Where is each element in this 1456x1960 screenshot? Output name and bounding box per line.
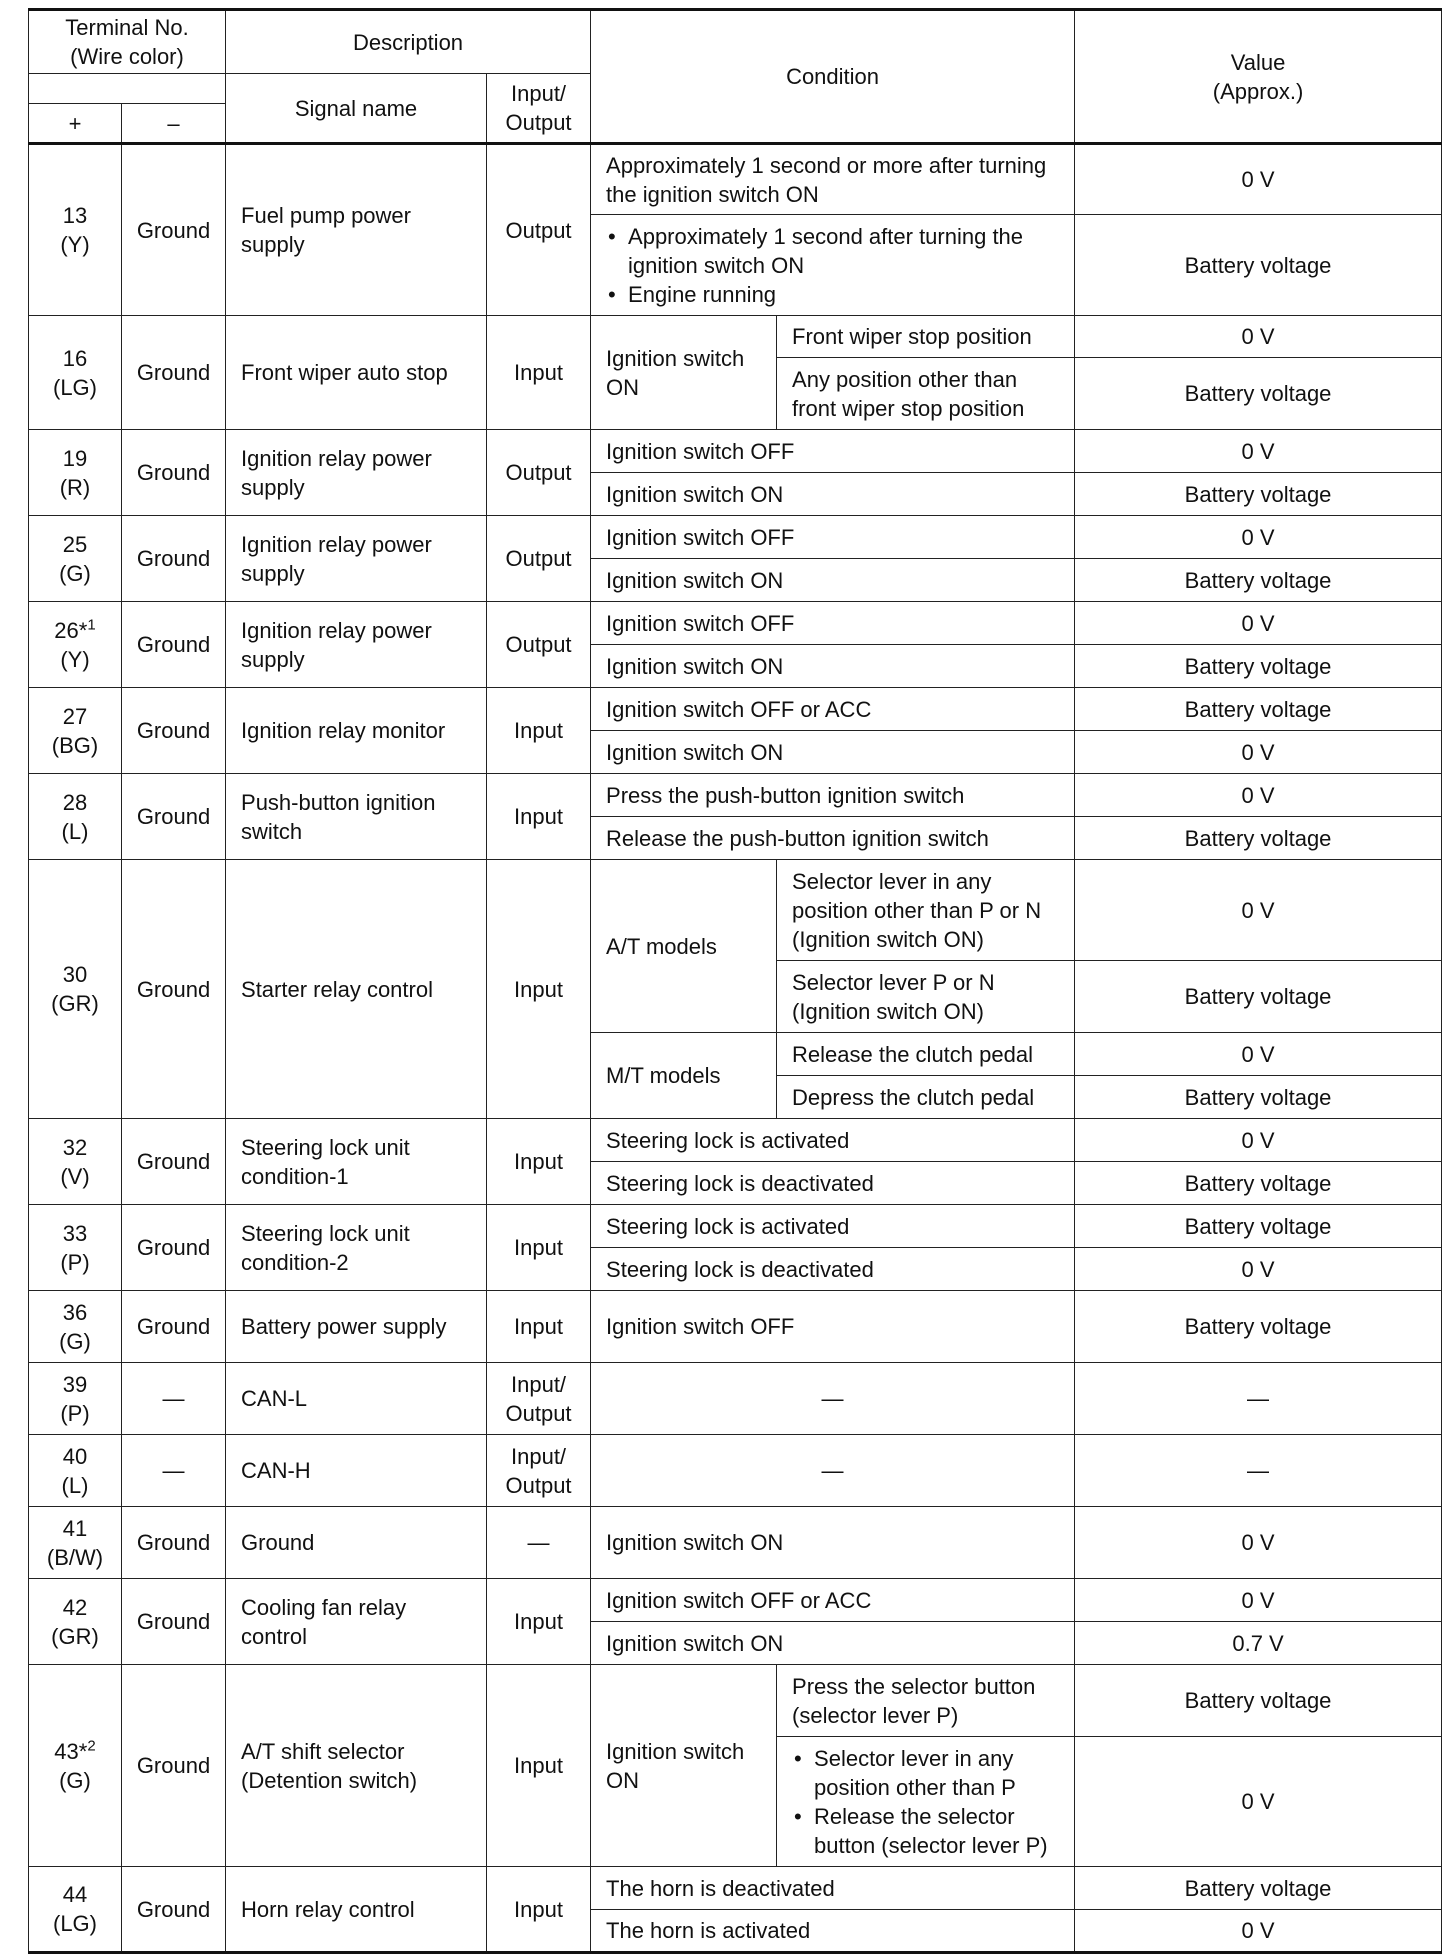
- negative-terminal: —: [122, 1363, 226, 1435]
- wire-color: (G): [59, 1328, 91, 1354]
- wire-color: (Y): [60, 646, 90, 672]
- condition: [777, 1737, 1075, 1867]
- terminal-cell: [29, 774, 122, 860]
- condition: Ignition switch ON: [591, 559, 1075, 602]
- value: 0 V: [1075, 1910, 1442, 1953]
- value: Battery voltage: [1075, 817, 1442, 860]
- signal-name: Battery power supply: [226, 1291, 487, 1363]
- condition: Press the push-button ignition switch: [591, 774, 1075, 817]
- negative-terminal: Ground: [122, 1507, 226, 1579]
- terminal-cell: [29, 1119, 122, 1205]
- condition: Ignition switch OFF or ACC: [591, 688, 1075, 731]
- value: 0.7 V: [1075, 1622, 1442, 1665]
- header-terminal-spacer: [29, 74, 226, 104]
- terminal-cell: [29, 602, 122, 688]
- terminal-number: 44: [62, 1882, 88, 1907]
- signal-name: CAN-H: [226, 1435, 487, 1507]
- io-direction: Input: [487, 1665, 591, 1867]
- value: Battery voltage: [1075, 559, 1442, 602]
- table-row: [29, 516, 1442, 559]
- terminal-cell: [29, 1867, 122, 1953]
- signal-name: Steering lock unit condition-2: [226, 1205, 487, 1291]
- condition-bullet: • Release the selector button (selector lever P): [792, 1802, 1059, 1860]
- io-direction: Input/ Output: [487, 1435, 591, 1507]
- header-wire-color-text: (Wire color): [70, 44, 184, 69]
- condition-bullet-list: [606, 222, 1059, 309]
- terminal-number: 13: [62, 203, 88, 228]
- table-row: [29, 430, 1442, 473]
- condition-group: A/T models: [591, 860, 777, 1033]
- header-input-output: Input/ Output: [487, 74, 591, 144]
- condition: Steering lock is activated: [591, 1119, 1075, 1162]
- negative-terminal: Ground: [122, 1205, 226, 1291]
- wire-color: (P): [60, 1400, 90, 1426]
- table-row: [29, 316, 1442, 358]
- terminal-cell: [29, 1579, 122, 1665]
- value: 0 V: [1075, 602, 1442, 645]
- value: Battery voltage: [1075, 1162, 1442, 1205]
- value: 0 V: [1075, 1507, 1442, 1579]
- header-signal-name: Signal name: [226, 74, 487, 144]
- value: 0 V: [1075, 316, 1442, 358]
- header-value: [1075, 10, 1442, 144]
- condition-bullet: • Approximately 1 second after turning the ignition switch ON: [606, 222, 1059, 280]
- signal-name: Push-button ignition switch: [226, 774, 487, 860]
- signal-name: Front wiper auto stop: [226, 316, 487, 430]
- table-row: [29, 1665, 1442, 1737]
- value: Battery voltage: [1075, 961, 1442, 1033]
- wire-color: (L): [61, 818, 89, 844]
- terminal-table-container: [28, 8, 1441, 1954]
- terminal-number: 43*: [54, 1738, 88, 1764]
- terminal-cell: [29, 1363, 122, 1435]
- signal-name: Steering lock unit condition-1: [226, 1119, 487, 1205]
- terminal-cell: [29, 316, 122, 430]
- wire-color: (GR): [51, 991, 99, 1016]
- terminal-cell: [29, 1205, 122, 1291]
- table-row: [29, 1435, 1442, 1507]
- negative-terminal: Ground: [122, 1867, 226, 1953]
- condition: Steering lock is deactivated: [591, 1248, 1075, 1291]
- negative-terminal: Ground: [122, 688, 226, 774]
- wire-color: (BG): [51, 732, 99, 758]
- condition: Approximately 1 second or more after turning the ignition switch ON: [591, 144, 1075, 215]
- condition: Selector lever P or N (Ignition switch ON): [777, 961, 1075, 1033]
- terminal-number: 27: [62, 703, 88, 729]
- condition: Ignition switch ON: [591, 1622, 1075, 1665]
- table-row: [29, 1363, 1442, 1435]
- condition: Ignition switch OFF: [591, 430, 1075, 473]
- signal-name: A/T shift selector (Detention switch): [226, 1665, 487, 1867]
- value: 0 V: [1075, 1248, 1442, 1291]
- wire-color: (LG): [53, 1911, 97, 1936]
- io-direction: Input: [487, 1119, 591, 1205]
- signal-name: Horn relay control: [226, 1867, 487, 1953]
- table-row: [29, 774, 1442, 817]
- condition: Ignition switch OFF: [591, 516, 1075, 559]
- negative-terminal: —: [122, 1435, 226, 1507]
- io-direction: Input/ Output: [487, 1363, 591, 1435]
- negative-terminal: Ground: [122, 316, 226, 430]
- negative-terminal: Ground: [122, 430, 226, 516]
- terminal-cell: [29, 516, 122, 602]
- wire-color: (Y): [60, 232, 90, 257]
- negative-terminal: Ground: [122, 860, 226, 1119]
- terminal-number: 30: [62, 962, 88, 987]
- wire-color: (GR): [51, 1623, 99, 1649]
- condition-group: M/T models: [591, 1033, 777, 1119]
- condition: Depress the clutch pedal: [777, 1076, 1075, 1119]
- value: Battery voltage: [1075, 215, 1442, 316]
- negative-terminal: Ground: [122, 1119, 226, 1205]
- terminal-cell: [29, 1507, 122, 1579]
- negative-terminal: Ground: [122, 144, 226, 316]
- table-row: [29, 1205, 1442, 1248]
- negative-terminal: Ground: [122, 1665, 226, 1867]
- value: Battery voltage: [1075, 1291, 1442, 1363]
- value: 0 V: [1075, 1119, 1442, 1162]
- condition: The horn is activated: [591, 1910, 1075, 1953]
- negative-terminal: Ground: [122, 602, 226, 688]
- terminal-number: 42: [62, 1594, 88, 1620]
- condition: Ignition switch ON: [591, 473, 1075, 516]
- value: —: [1075, 1363, 1442, 1435]
- value: —: [1075, 1435, 1442, 1507]
- terminal-cell: [29, 1291, 122, 1363]
- value: 0 V: [1075, 731, 1442, 774]
- table-row: [29, 1507, 1442, 1579]
- condition: Ignition switch ON: [591, 645, 1075, 688]
- terminal-number: 41: [62, 1515, 88, 1541]
- value: 0 V: [1075, 774, 1442, 817]
- wire-color: (G): [59, 1767, 91, 1793]
- signal-name: Fuel pump power supply: [226, 144, 487, 316]
- io-direction: Input: [487, 316, 591, 430]
- table-row: [29, 1867, 1442, 1910]
- wire-color: (V): [60, 1163, 90, 1189]
- negative-terminal: Ground: [122, 1291, 226, 1363]
- condition: Ignition switch OFF: [591, 1291, 1075, 1363]
- condition-bullet: • Engine running: [606, 280, 1059, 309]
- signal-name: CAN-L: [226, 1363, 487, 1435]
- value: Battery voltage: [1075, 1665, 1442, 1737]
- terminal-number: 28: [62, 789, 88, 815]
- terminal-cell: [29, 1665, 122, 1867]
- condition: Press the selector button (selector lever P): [777, 1665, 1075, 1737]
- header-description: Description: [226, 10, 591, 74]
- condition: Selector lever in any position other than P or N (Ignition switch ON): [777, 860, 1075, 961]
- condition: —: [591, 1435, 1075, 1507]
- value: Battery voltage: [1075, 1867, 1442, 1910]
- wire-color: (R): [59, 474, 91, 500]
- signal-name: Cooling fan relay control: [226, 1579, 487, 1665]
- condition-group: Ignition switch ON: [591, 316, 777, 430]
- terminal-cell: [29, 1435, 122, 1507]
- signal-name: Starter relay control: [226, 860, 487, 1119]
- condition: Ignition switch ON: [591, 1507, 1075, 1579]
- wire-color: (G): [59, 560, 91, 586]
- condition-bullet-list: [792, 1744, 1059, 1860]
- value: Battery voltage: [1075, 358, 1442, 430]
- header-condition: Condition: [591, 10, 1075, 144]
- condition: Ignition switch OFF or ACC: [591, 1579, 1075, 1622]
- header-plus: +: [29, 104, 122, 144]
- footnote-marker: 2: [87, 1737, 96, 1755]
- value: 0 V: [1075, 1579, 1442, 1622]
- header-minus: –: [122, 104, 226, 144]
- value: 0 V: [1075, 516, 1442, 559]
- header-approx-text: (Approx.): [1212, 78, 1304, 104]
- table-body: [29, 144, 1442, 1953]
- condition: Front wiper stop position: [777, 316, 1075, 358]
- io-direction: Output: [487, 144, 591, 316]
- signal-name: Ground: [226, 1507, 487, 1579]
- value: 0 V: [1075, 1033, 1442, 1076]
- value: Battery voltage: [1075, 1205, 1442, 1248]
- terminal-cell: [29, 688, 122, 774]
- negative-terminal: Ground: [122, 774, 226, 860]
- value: Battery voltage: [1075, 473, 1442, 516]
- terminal-number: 19: [62, 445, 88, 471]
- wire-color: (L): [61, 1472, 89, 1498]
- condition: Release the push-button ignition switch: [591, 817, 1075, 860]
- terminal-cell: [29, 144, 122, 316]
- condition: Ignition switch OFF: [591, 602, 1075, 645]
- condition: [591, 215, 1075, 316]
- value: Battery voltage: [1075, 645, 1442, 688]
- value: 0 V: [1075, 430, 1442, 473]
- terminal-number: 36: [62, 1299, 88, 1325]
- wire-color: (P): [60, 1249, 90, 1275]
- terminal-cell: [29, 430, 122, 516]
- io-direction: Input: [487, 860, 591, 1119]
- table-row: [29, 1579, 1442, 1622]
- table-row: [29, 860, 1442, 961]
- condition-group: Ignition switch ON: [591, 1665, 777, 1867]
- io-direction: Input: [487, 774, 591, 860]
- condition-bullet: • Selector lever in any position other than P: [792, 1744, 1059, 1802]
- terminal-number: 25: [62, 531, 88, 557]
- negative-terminal: Ground: [122, 516, 226, 602]
- signal-name: Ignition relay monitor: [226, 688, 487, 774]
- condition: —: [591, 1363, 1075, 1435]
- io-direction: Input: [487, 1291, 591, 1363]
- footnote-marker: 1: [87, 616, 96, 634]
- signal-name: Ignition relay power supply: [226, 602, 487, 688]
- terminal-number: 26*: [54, 617, 88, 643]
- condition: Steering lock is activated: [591, 1205, 1075, 1248]
- condition: Any position other than front wiper stop position: [777, 358, 1075, 430]
- condition: Ignition switch ON: [591, 731, 1075, 774]
- io-direction: Output: [487, 516, 591, 602]
- table-row: [29, 1291, 1442, 1363]
- table-header: [29, 10, 1442, 144]
- table-row: [29, 602, 1442, 645]
- table-row: [29, 688, 1442, 731]
- value: 0 V: [1075, 1737, 1442, 1867]
- io-direction: Output: [487, 430, 591, 516]
- header-value-text: Value: [1230, 49, 1286, 75]
- terminal-number: 16: [62, 345, 88, 371]
- terminal-number: 32: [62, 1134, 88, 1160]
- io-direction: Output: [487, 602, 591, 688]
- wire-color: (LG): [53, 374, 97, 400]
- terminal-number: 33: [62, 1220, 88, 1246]
- signal-name: Ignition relay power supply: [226, 430, 487, 516]
- value: 0 V: [1075, 144, 1442, 215]
- signal-name: Ignition relay power supply: [226, 516, 487, 602]
- terminal-number: 40: [62, 1443, 88, 1469]
- condition: Release the clutch pedal: [777, 1033, 1075, 1076]
- terminal-cell: [29, 860, 122, 1119]
- io-direction: Input: [487, 1867, 591, 1953]
- io-direction: —: [487, 1507, 591, 1579]
- io-direction: Input: [487, 1205, 591, 1291]
- negative-terminal: Ground: [122, 1579, 226, 1665]
- value: Battery voltage: [1075, 688, 1442, 731]
- io-direction: Input: [487, 1579, 591, 1665]
- header-terminal-no-text: Terminal No.: [65, 15, 189, 40]
- header-terminal-no: [29, 10, 226, 74]
- table-row: [29, 144, 1442, 215]
- value: 0 V: [1075, 860, 1442, 961]
- terminal-signal-table: [28, 8, 1442, 1954]
- io-direction: Input: [487, 688, 591, 774]
- condition: The horn is deactivated: [591, 1867, 1075, 1910]
- value: Battery voltage: [1075, 1076, 1442, 1119]
- condition: Steering lock is deactivated: [591, 1162, 1075, 1205]
- wire-color: (B/W): [46, 1544, 104, 1570]
- terminal-number: 39: [62, 1371, 88, 1397]
- table-row: [29, 1119, 1442, 1162]
